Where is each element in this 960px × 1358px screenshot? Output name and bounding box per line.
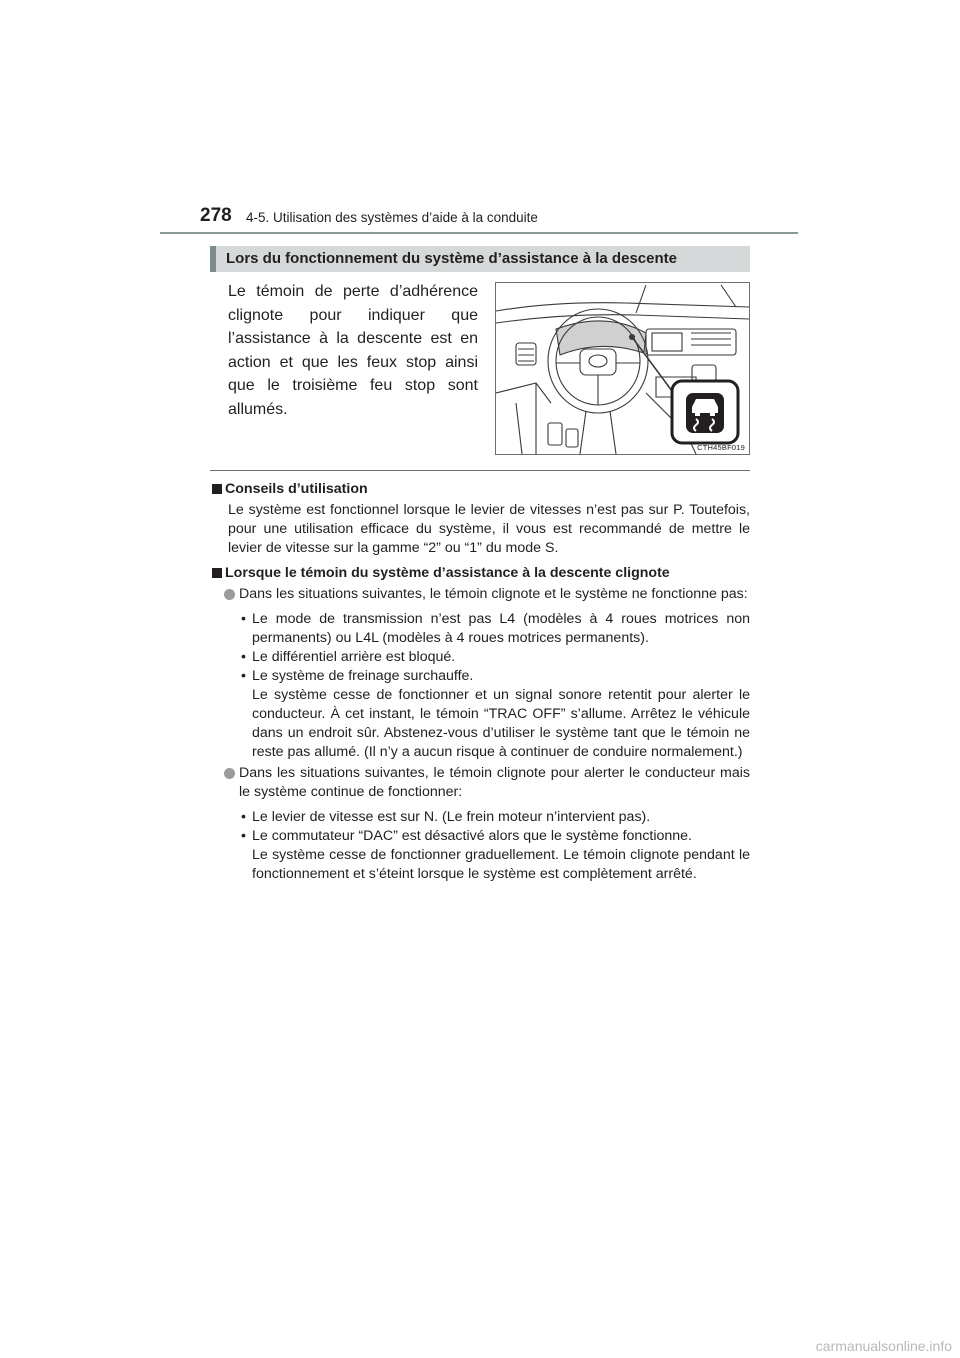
- dot-mark-icon: •: [241, 649, 246, 665]
- clignote-heading: [212, 564, 750, 583]
- running-head: 4-5. Utilisation des systèmes d’aide à la conduite: [246, 210, 538, 225]
- conseils-heading: [212, 480, 750, 499]
- list-item-text: Le mode de transmission n’est pas L4 (modèles à 4 roues motrices non permanents) ou L4L (modèles à 4 roues motrices permanents).: [252, 611, 750, 646]
- conseils-text: Le système est fonctionnel lorsque le levier de vitesses n’est pas sur P. Toutefois, pour une utilisation efficace du système, il vous est recommandé de mettre le levier de vitesse sur la gamme “2” ou “1” du mode S.: [228, 502, 750, 556]
- list-item-text: Le système de freinage surchauffe. Le système cesse de fonctionner et un signal sonore retentit pour alerter le conducteur. À cet instant, le témoin “TRAC OFF” s’allume. Arrêtez le véhicule dans un endroit sûr. Abstenez-vous d’utiliser le système tant que le témoin ne reste pas allumé. (Il n’y a aucun risque à continuer de conduire normalement.): [252, 668, 750, 760]
- watermark-link[interactable]: carmanualsonline.info: [815, 1338, 952, 1354]
- page-number: 278: [200, 205, 232, 226]
- list-item: [239, 648, 750, 667]
- bullet-text: Dans les situations suivantes, le témoin clignote et le système ne fonctionne pas:: [239, 586, 748, 602]
- circle-bullet-icon: [224, 589, 235, 600]
- notes-body: [212, 480, 750, 886]
- bullet-sublist: [239, 808, 750, 884]
- dot-mark-icon: •: [241, 828, 246, 844]
- bullet-text: Dans les situations suivantes, le témoin clignote pour alerter le conducteur mais le système continue de fonctionner:: [239, 765, 750, 800]
- circle-bullet-icon: [224, 768, 235, 779]
- section-title-bar: [210, 246, 750, 272]
- list-item: [239, 610, 750, 648]
- section-accent: [210, 246, 216, 272]
- section-title: Lors du fonctionnement du système d’assistance à la descente: [226, 250, 677, 267]
- figure-code: CTH45BF019: [697, 443, 745, 452]
- bullet-item: [224, 764, 750, 802]
- list-item: [239, 808, 750, 827]
- dot-mark-icon: •: [241, 809, 246, 825]
- bullet-item: [224, 585, 750, 604]
- dashboard-illustration: [496, 283, 749, 454]
- section-intro: Le témoin de perte d’adhérence clignote pour indiquer que l’assistance à la descente est en action et que les feux stop ainsi que le troisième feu stop sont allumés.: [228, 283, 478, 418]
- conseils-title: Conseils d’utilisation: [225, 481, 368, 497]
- list-item: [239, 827, 750, 884]
- dashboard-figure: [495, 282, 750, 455]
- square-bullet-icon: [212, 484, 222, 494]
- list-item-text: Le différentiel arrière est bloqué.: [252, 649, 456, 665]
- list-item-text: Le levier de vitesse est sur N. (Le frein moteur n’intervient pas).: [252, 809, 651, 825]
- header-rule: [160, 232, 798, 234]
- slip-indicator-callout: [672, 381, 738, 443]
- dot-mark-icon: •: [241, 611, 246, 627]
- dot-mark-icon: •: [241, 668, 246, 684]
- square-bullet-icon: [212, 568, 222, 578]
- bullet-sublist: [239, 610, 750, 762]
- separator-rule: [210, 470, 750, 471]
- list-item-text: Le commutateur “DAC” est désactivé alors que le système fonctionne. Le système cesse de fonctionner graduellement. Le témoin clignote pendant le fonctionnement et s’éteint lorsque le système est complètement arrêté.: [252, 828, 750, 882]
- clignote-title: Lorsque le témoin du système d’assistance à la descente clignote: [225, 565, 670, 581]
- list-item: [239, 667, 750, 762]
